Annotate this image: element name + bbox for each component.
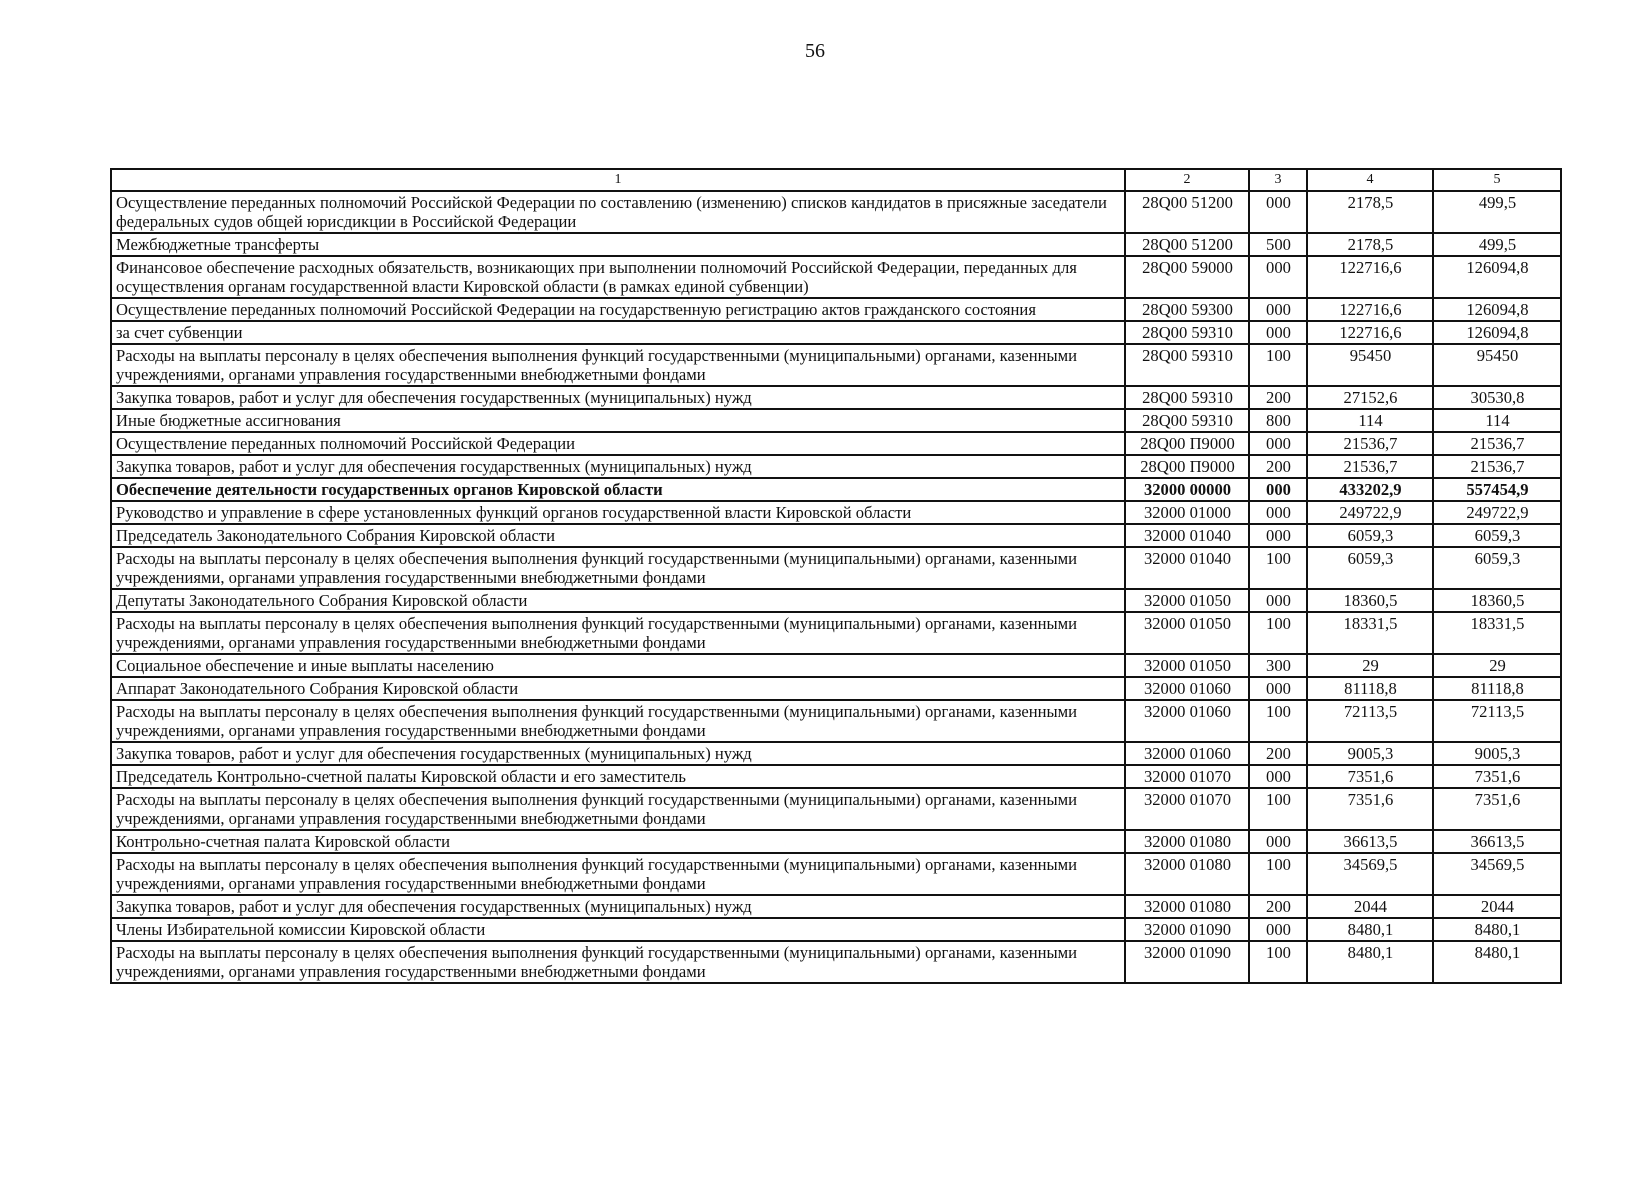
row-code-cell: 32000 01070	[1125, 788, 1249, 830]
row-type-cell: 000	[1249, 524, 1307, 547]
row-code-cell: 32000 01060	[1125, 700, 1249, 742]
table-row	[111, 298, 1561, 321]
column-header-value-4: 4	[1307, 169, 1433, 191]
row-type-cell: 100	[1249, 612, 1307, 654]
row-value-4-cell: 18360,5	[1307, 589, 1433, 612]
column-header-name: 1	[111, 169, 1125, 191]
row-value-5-cell: 7351,6	[1433, 765, 1561, 788]
row-type-cell: 000	[1249, 765, 1307, 788]
row-value-5-cell: 499,5	[1433, 191, 1561, 233]
row-type-cell: 000	[1249, 432, 1307, 455]
row-value-5-cell: 557454,9	[1433, 478, 1561, 501]
row-name-cell: Расходы на выплаты персоналу в целях обеспечения выполнения функций государственными (муниципальными) органами, казенными учреждениями, органами управления государственными внебюджетными фондами	[111, 344, 1125, 386]
row-value-4-cell: 2044	[1307, 895, 1433, 918]
row-value-4-cell: 95450	[1307, 344, 1433, 386]
row-name-cell: Депутаты Законодательного Собрания Кировской области	[111, 589, 1125, 612]
table-row	[111, 455, 1561, 478]
row-value-5-cell: 114	[1433, 409, 1561, 432]
row-code-cell: 32000 01040	[1125, 547, 1249, 589]
row-name-cell: Осуществление переданных полномочий Российской Федерации на государственную регистрацию актов гражданского состояния	[111, 298, 1125, 321]
row-value-5-cell: 18360,5	[1433, 589, 1561, 612]
table-row	[111, 612, 1561, 654]
row-type-cell: 000	[1249, 918, 1307, 941]
row-name-cell: Финансовое обеспечение расходных обязательств, возникающих при выполнении полномочий Российской Федерации, переданных для осуществления органам государственной власти Кировской области (в рамках единой субвенции)	[111, 256, 1125, 298]
row-name-cell: Расходы на выплаты персоналу в целях обеспечения выполнения функций государственными (муниципальными) органами, казенными учреждениями, органами управления государственными внебюджетными фондами	[111, 700, 1125, 742]
table-row	[111, 524, 1561, 547]
row-value-4-cell: 7351,6	[1307, 788, 1433, 830]
row-type-cell: 000	[1249, 321, 1307, 344]
row-code-cell: 32000 01060	[1125, 677, 1249, 700]
row-code-cell: 28Q00 59310	[1125, 386, 1249, 409]
row-value-4-cell: 2178,5	[1307, 191, 1433, 233]
row-type-cell: 100	[1249, 547, 1307, 589]
row-value-4-cell: 27152,6	[1307, 386, 1433, 409]
row-value-5-cell: 126094,8	[1433, 256, 1561, 298]
row-code-cell: 32000 01050	[1125, 612, 1249, 654]
row-code-cell: 32000 01080	[1125, 853, 1249, 895]
row-code-cell: 32000 01060	[1125, 742, 1249, 765]
row-code-cell: 32000 01090	[1125, 918, 1249, 941]
table-row	[111, 765, 1561, 788]
row-type-cell: 200	[1249, 742, 1307, 765]
row-value-5-cell: 6059,3	[1433, 547, 1561, 589]
table-row	[111, 478, 1561, 501]
row-code-cell: 32000 01050	[1125, 589, 1249, 612]
row-name-cell: Расходы на выплаты персоналу в целях обеспечения выполнения функций государственными (муниципальными) органами, казенными учреждениями, органами управления государственными внебюджетными фондами	[111, 547, 1125, 589]
row-name-cell: Расходы на выплаты персоналу в целях обеспечения выполнения функций государственными (муниципальными) органами, казенными учреждениями, органами управления государственными внебюджетными фондами	[111, 853, 1125, 895]
row-value-4-cell: 6059,3	[1307, 524, 1433, 547]
row-code-cell: 28Q00 П9000	[1125, 432, 1249, 455]
row-value-4-cell: 8480,1	[1307, 941, 1433, 983]
row-type-cell: 300	[1249, 654, 1307, 677]
row-value-4-cell: 2178,5	[1307, 233, 1433, 256]
row-code-cell: 32000 00000	[1125, 478, 1249, 501]
row-type-cell: 800	[1249, 409, 1307, 432]
row-value-5-cell: 21536,7	[1433, 455, 1561, 478]
row-value-4-cell: 249722,9	[1307, 501, 1433, 524]
table-row	[111, 895, 1561, 918]
row-value-5-cell: 6059,3	[1433, 524, 1561, 547]
row-code-cell: 32000 01080	[1125, 830, 1249, 853]
row-code-cell: 32000 01050	[1125, 654, 1249, 677]
row-name-cell: Расходы на выплаты персоналу в целях обеспечения выполнения функций государственными (муниципальными) органами, казенными учреждениями, органами управления государственными внебюджетными фондами	[111, 941, 1125, 983]
row-type-cell: 000	[1249, 677, 1307, 700]
table-row	[111, 589, 1561, 612]
row-value-5-cell: 18331,5	[1433, 612, 1561, 654]
row-code-cell: 32000 01040	[1125, 524, 1249, 547]
row-name-cell: Аппарат Законодательного Собрания Кировской области	[111, 677, 1125, 700]
row-name-cell: Председатель Контрольно-счетной палаты Кировской области и его заместитель	[111, 765, 1125, 788]
row-value-4-cell: 36613,5	[1307, 830, 1433, 853]
row-value-5-cell: 2044	[1433, 895, 1561, 918]
row-name-cell: Закупка товаров, работ и услуг для обеспечения государственных (муниципальных) нужд	[111, 895, 1125, 918]
row-name-cell: Председатель Законодательного Собрания Кировской области	[111, 524, 1125, 547]
row-type-cell: 100	[1249, 788, 1307, 830]
row-type-cell: 000	[1249, 478, 1307, 501]
row-name-cell: Расходы на выплаты персоналу в целях обеспечения выполнения функций государственными (муниципальными) органами, казенными учреждениями, органами управления государственными внебюджетными фондами	[111, 788, 1125, 830]
table-row	[111, 386, 1561, 409]
column-header-code: 2	[1125, 169, 1249, 191]
table-row	[111, 547, 1561, 589]
row-name-cell: Обеспечение деятельности государственных органов Кировской области	[111, 478, 1125, 501]
row-name-cell: Межбюджетные трансферты	[111, 233, 1125, 256]
row-code-cell: 28Q00 51200	[1125, 191, 1249, 233]
row-value-5-cell: 29	[1433, 654, 1561, 677]
row-code-cell: 28Q00 59310	[1125, 409, 1249, 432]
row-value-4-cell: 72113,5	[1307, 700, 1433, 742]
row-value-4-cell: 122716,6	[1307, 256, 1433, 298]
row-type-cell: 200	[1249, 895, 1307, 918]
row-code-cell: 28Q00 59000	[1125, 256, 1249, 298]
row-value-4-cell: 18331,5	[1307, 612, 1433, 654]
table-row	[111, 409, 1561, 432]
row-name-cell: Закупка товаров, работ и услуг для обеспечения государственных (муниципальных) нужд	[111, 455, 1125, 478]
row-code-cell: 28Q00 59300	[1125, 298, 1249, 321]
table-row	[111, 191, 1561, 233]
row-value-4-cell: 81118,8	[1307, 677, 1433, 700]
row-value-4-cell: 8480,1	[1307, 918, 1433, 941]
table-row	[111, 344, 1561, 386]
row-type-cell: 200	[1249, 386, 1307, 409]
row-name-cell: Члены Избирательной комиссии Кировской области	[111, 918, 1125, 941]
row-name-cell: Закупка товаров, работ и услуг для обеспечения государственных (муниципальных) нужд	[111, 742, 1125, 765]
row-value-4-cell: 114	[1307, 409, 1433, 432]
row-type-cell: 000	[1249, 830, 1307, 853]
row-code-cell: 32000 01090	[1125, 941, 1249, 983]
table-body	[111, 191, 1561, 983]
row-name-cell: Руководство и управление в сфере установленных функций органов государственной власти Кировской области	[111, 501, 1125, 524]
row-type-cell: 200	[1249, 455, 1307, 478]
row-value-5-cell: 8480,1	[1433, 918, 1561, 941]
row-value-4-cell: 21536,7	[1307, 432, 1433, 455]
row-name-cell: Осуществление переданных полномочий Российской Федерации по составлению (изменению) списков кандидатов в присяжные заседатели федеральных судов общей юрисдикции в Российской Федерации	[111, 191, 1125, 233]
column-header-value-5: 5	[1433, 169, 1561, 191]
row-value-4-cell: 29	[1307, 654, 1433, 677]
table-row	[111, 742, 1561, 765]
row-type-cell: 100	[1249, 853, 1307, 895]
row-code-cell: 28Q00 59310	[1125, 321, 1249, 344]
row-value-4-cell: 433202,9	[1307, 478, 1433, 501]
table-row	[111, 432, 1561, 455]
budget-table	[110, 168, 1562, 984]
row-type-cell: 100	[1249, 941, 1307, 983]
row-name-cell: Осуществление переданных полномочий Российской Федерации	[111, 432, 1125, 455]
table-row	[111, 321, 1561, 344]
row-value-4-cell: 9005,3	[1307, 742, 1433, 765]
table-row	[111, 918, 1561, 941]
table-row	[111, 941, 1561, 983]
table-row	[111, 700, 1561, 742]
table-row	[111, 256, 1561, 298]
table-row	[111, 788, 1561, 830]
table-row	[111, 830, 1561, 853]
row-type-cell: 500	[1249, 233, 1307, 256]
row-type-cell: 100	[1249, 344, 1307, 386]
row-name-cell: Расходы на выплаты персоналу в целях обеспечения выполнения функций государственными (муниципальными) органами, казенными учреждениями, органами управления государственными внебюджетными фондами	[111, 612, 1125, 654]
row-type-cell: 000	[1249, 589, 1307, 612]
row-value-5-cell: 81118,8	[1433, 677, 1561, 700]
row-code-cell: 32000 01000	[1125, 501, 1249, 524]
row-value-4-cell: 122716,6	[1307, 298, 1433, 321]
row-name-cell: Иные бюджетные ассигнования	[111, 409, 1125, 432]
row-value-5-cell: 34569,5	[1433, 853, 1561, 895]
row-value-5-cell: 126094,8	[1433, 298, 1561, 321]
row-value-5-cell: 8480,1	[1433, 941, 1561, 983]
row-value-5-cell: 72113,5	[1433, 700, 1561, 742]
row-value-5-cell: 36613,5	[1433, 830, 1561, 853]
row-value-5-cell: 95450	[1433, 344, 1561, 386]
row-value-4-cell: 7351,6	[1307, 765, 1433, 788]
table-row	[111, 654, 1561, 677]
row-value-4-cell: 34569,5	[1307, 853, 1433, 895]
row-code-cell: 32000 01070	[1125, 765, 1249, 788]
row-name-cell: Контрольно-счетная палата Кировской области	[111, 830, 1125, 853]
row-value-5-cell: 499,5	[1433, 233, 1561, 256]
table-header-row	[111, 169, 1561, 191]
row-value-4-cell: 122716,6	[1307, 321, 1433, 344]
row-value-5-cell: 30530,8	[1433, 386, 1561, 409]
row-code-cell: 28Q00 59310	[1125, 344, 1249, 386]
row-code-cell: 28Q00 51200	[1125, 233, 1249, 256]
table-row	[111, 853, 1561, 895]
row-code-cell: 28Q00 П9000	[1125, 455, 1249, 478]
row-value-5-cell: 7351,6	[1433, 788, 1561, 830]
row-type-cell: 000	[1249, 501, 1307, 524]
page-number: 56	[805, 40, 825, 62]
row-code-cell: 32000 01080	[1125, 895, 1249, 918]
row-name-cell: Закупка товаров, работ и услуг для обеспечения государственных (муниципальных) нужд	[111, 386, 1125, 409]
row-value-4-cell: 6059,3	[1307, 547, 1433, 589]
row-type-cell: 100	[1249, 700, 1307, 742]
row-type-cell: 000	[1249, 256, 1307, 298]
row-name-cell: Социальное обеспечение и иные выплаты населению	[111, 654, 1125, 677]
table-row	[111, 233, 1561, 256]
table-row	[111, 501, 1561, 524]
row-value-5-cell: 21536,7	[1433, 432, 1561, 455]
row-value-4-cell: 21536,7	[1307, 455, 1433, 478]
row-value-5-cell: 126094,8	[1433, 321, 1561, 344]
row-value-5-cell: 9005,3	[1433, 742, 1561, 765]
row-value-5-cell: 249722,9	[1433, 501, 1561, 524]
row-name-cell: за счет субвенции	[111, 321, 1125, 344]
table-row	[111, 677, 1561, 700]
column-header-type: 3	[1249, 169, 1307, 191]
row-type-cell: 000	[1249, 298, 1307, 321]
row-type-cell: 000	[1249, 191, 1307, 233]
